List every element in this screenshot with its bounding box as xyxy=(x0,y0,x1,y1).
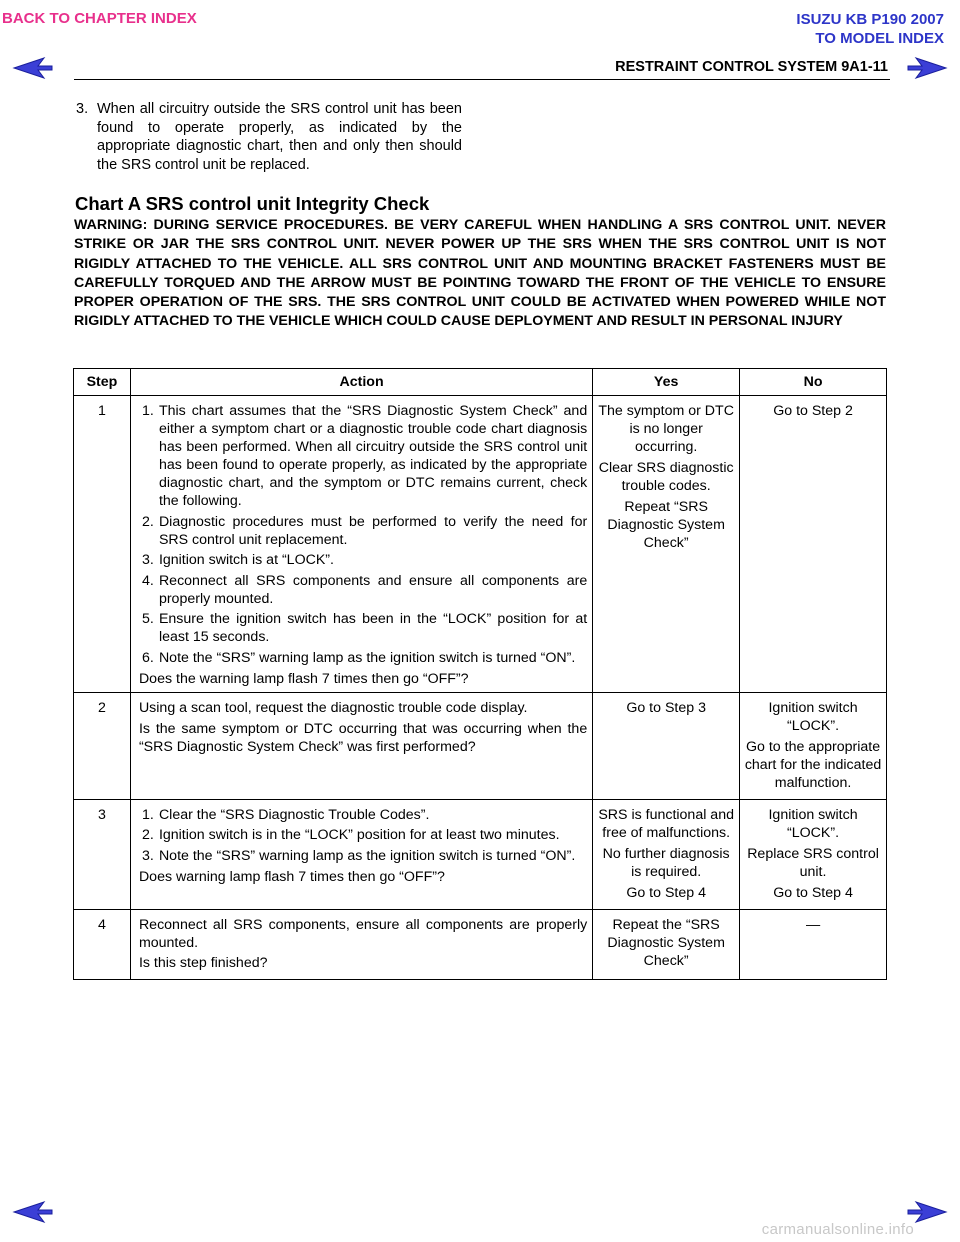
action-cell: Using a scan tool, request the diagnostic trouble code display. Is the same symptom or DTC occurring that was occurring when the “SRS Diagnostic System Check” was first performed? xyxy=(130,692,592,799)
model-index-link[interactable] xyxy=(796,10,944,48)
intro-paragraph xyxy=(76,100,462,174)
step-number: 3 xyxy=(74,799,131,909)
warning-text: WARNING: DURING SERVICE PROCEDURES. BE VERY CAREFUL WHEN HANDLING A SRS CONTROL UNIT. NEVER STRIKE OR JAR THE SRS CONTROL UNIT. NEVER POWER UP THE SRS WHEN THE SRS CONTROL UNIT IS NOT RIGIDLY ATTACHED TO THE VEHICLE. ALL SRS CONTROL UNIT AND MOUNTING BRACKET FASTENERS MUST BE CAREFULLY TORQUED AND THE ARROW MUST BE POINTING TOWARD THE FRONT OF THE VEHICLE TO ENSURE PROPER OPERATION OF THE SRS. THE SRS CONTROL UNIT COULD BE ACTIVATED WHEN POWERED WHILE NOT RIGIDLY ATTACHED TO THE VEHICLE WHICH COULD CAUSE DEPLOYMENT AND RESULT IN PERSONAL INJURY xyxy=(74,217,886,330)
table-row xyxy=(74,396,887,693)
footer-watermark: carmanualsonline.info xyxy=(761,1221,914,1238)
intro-number: 3. xyxy=(76,101,89,117)
list-item: 1. This chart assumes that the “SRS Diagnostic System Check” and either a symptom chart or a diagnostic trouble code chart diagnosis has been performed. When all circuitry outside the SRS control unit has been found to operate properly, as indicated by the appropriate diagnostic chart, and the symptom or DTC remains current, check the following. xyxy=(141,403,588,509)
list-item: 3. Note the “SRS” warning lamp as the ignition switch is turned “ON”. xyxy=(141,847,576,864)
step-question: Does warning lamp flash 7 times then go “OFF”? xyxy=(138,868,445,885)
column-header-action: Action xyxy=(130,369,592,396)
page-header-title: RESTRAINT CONTROL SYSTEM 9A1-11 xyxy=(615,59,888,75)
yes-cell: SRS is functional and free of malfunctions. No further diagnosis is required. Go to Step 4 xyxy=(593,799,740,909)
column-header-step: Step xyxy=(74,369,131,396)
previous-page-arrow-bottom-icon[interactable] xyxy=(12,1200,54,1224)
yes-cell: Go to Step 3 xyxy=(593,692,740,799)
table-row xyxy=(74,909,887,979)
step-number: 2 xyxy=(74,692,131,799)
header-divider xyxy=(74,79,890,80)
table-row xyxy=(74,692,887,799)
step-number: 4 xyxy=(74,909,131,979)
action-cell xyxy=(130,396,592,693)
list-item: 5. Ensure the ignition switch has been in the “LOCK” position for at least 15 seconds. xyxy=(141,611,588,645)
previous-page-arrow-icon[interactable] xyxy=(12,56,54,80)
action-cell xyxy=(130,799,592,909)
no-cell: Ignition switch “LOCK”. Go to the appropriate chart for the indicated malfunction. xyxy=(740,692,887,799)
no-cell: Go to Step 2 xyxy=(740,396,887,693)
next-page-arrow-icon[interactable] xyxy=(906,56,948,80)
step-number: 1 xyxy=(74,396,131,693)
column-header-yes: Yes xyxy=(593,369,740,396)
diagnostic-table xyxy=(73,368,887,980)
model-name: ISUZU KB P190 2007 xyxy=(796,11,944,28)
step-question: Does the warning lamp flash 7 times then go “OFF”? xyxy=(138,670,469,687)
yes-cell: The symptom or DTC is no longer occurring. Clear SRS diagnostic trouble codes. Repeat “SRS Diagnostic System Check” xyxy=(593,396,740,693)
no-cell: — xyxy=(740,909,887,979)
column-header-no: No xyxy=(740,369,887,396)
list-item: 3. Ignition switch is at “LOCK”. xyxy=(141,552,334,568)
back-to-chapter-index-link[interactable]: BACK TO CHAPTER INDEX xyxy=(2,10,197,27)
list-item: 2. Diagnostic procedures must be performed to verify the need for SRS control unit replacement. xyxy=(141,513,588,548)
no-cell: Ignition switch “LOCK”. Replace SRS control unit. Go to Step 4 xyxy=(740,799,887,909)
intro-text: When all circuitry outside the SRS control unit has been found to operate properly, as indicated by the appropriate diagnostic chart, then and only then should the SRS control unit be replaced. xyxy=(97,101,462,173)
chart-title: Chart A SRS control unit Integrity Check xyxy=(75,193,430,214)
list-item: 6. Note the “SRS” warning lamp as the ignition switch is turned “ON”. xyxy=(141,649,576,666)
list-item: 2. Ignition switch is in the “LOCK” position for at least two minutes. xyxy=(141,827,560,843)
list-item: 4. Reconnect all SRS components and ensure all components are properly mounted. xyxy=(141,572,588,607)
yes-cell: Repeat the “SRS Diagnostic System Check” xyxy=(593,909,740,979)
to-model-index-label[interactable]: TO MODEL INDEX xyxy=(815,30,944,47)
table-header-row xyxy=(74,369,887,396)
list-item: 1. Clear the “SRS Diagnostic Trouble Codes”. xyxy=(141,806,430,823)
table-row xyxy=(74,799,887,909)
action-cell: Reconnect all SRS components, ensure all components are properly mounted. Is this step finished? xyxy=(130,909,592,979)
